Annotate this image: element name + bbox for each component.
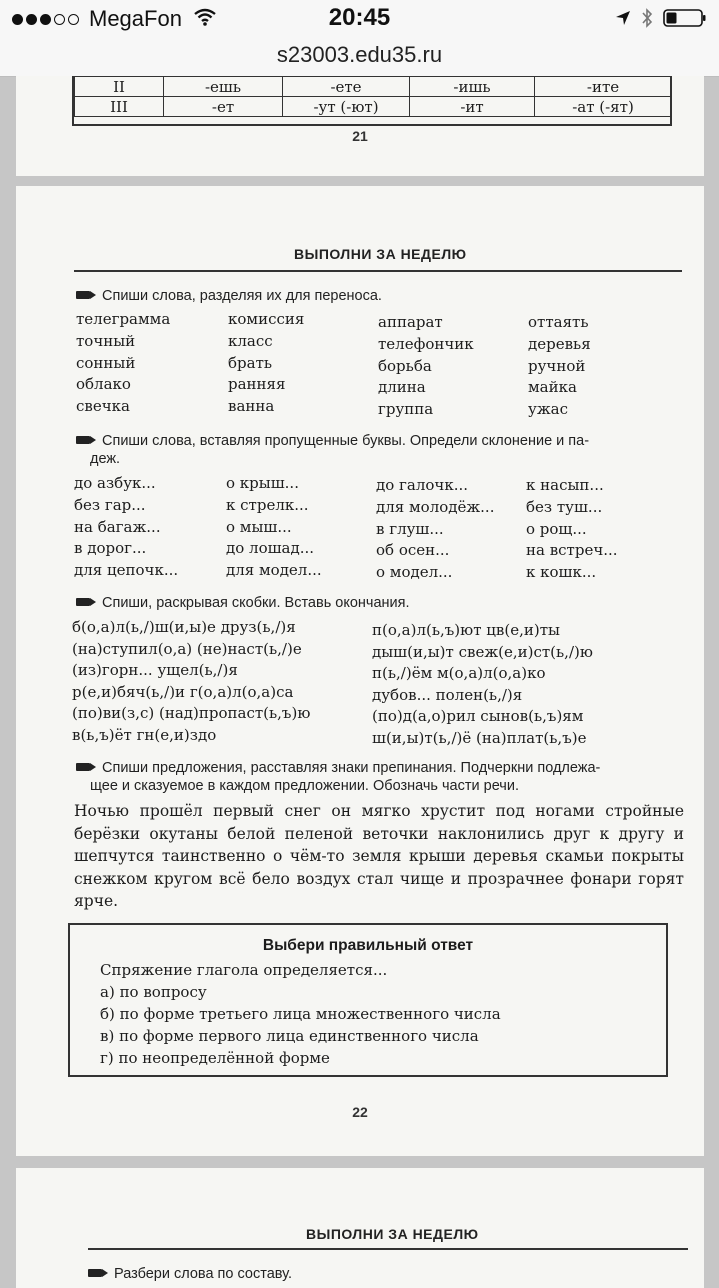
word-cell: телефончик [378, 334, 474, 353]
word-cell: ванна [228, 397, 275, 416]
word-cell: сонный [76, 353, 136, 372]
table-row [75, 97, 672, 117]
word-cell: о рощ... [526, 519, 587, 538]
word-cell: брать [228, 353, 273, 372]
page-number: 22 [352, 1104, 368, 1120]
word-cell: облако [76, 375, 131, 394]
table-cell: -ит [410, 97, 535, 117]
task-4-text-line1: Спиши предложения, расставляя знаки препинания. Подчеркни подлежа- [102, 760, 601, 776]
word-cell: на встреч... [526, 541, 618, 560]
table-cell: III [75, 97, 164, 117]
word-cell: к кошк... [526, 563, 597, 582]
heading-rule [88, 1248, 688, 1250]
word-cell: без туш... [526, 497, 603, 516]
word-cell: точный [76, 331, 136, 350]
quiz-question: Спряжение глагола определяется... [100, 961, 388, 979]
pencil-icon [76, 763, 96, 771]
address-bar[interactable]: s23003.edu35.ru [0, 40, 719, 77]
text-line: шепчутся таинственно о чём-то земля крыши деревья скамьи покрыты [74, 847, 684, 865]
text-line: берёзки окутаны белой пеленой веточки наклонились друг к другу и [74, 824, 684, 843]
table-cell: -ет [164, 97, 283, 117]
word-cell: для цепочк... [74, 561, 179, 580]
word-cell: оттаять [528, 313, 589, 331]
word-cell: о модел... [376, 563, 453, 582]
word-cell: для модел... [226, 561, 322, 580]
word-cell: телеграмма [76, 310, 171, 328]
task-4-instruction [76, 759, 676, 795]
word-cell: ранняя [228, 375, 286, 394]
task-4-text-line2: щее и сказуемое в каждом предложении. Обозначь части речи. [90, 778, 519, 794]
word-cell: на багаж... [74, 517, 161, 536]
phrase-cell: в(ь,ъ)ёт гн(е,и)здо [72, 725, 217, 744]
quiz-box [68, 923, 668, 1077]
word-cell: до лошад... [226, 539, 315, 558]
pencil-icon [76, 291, 96, 299]
pencil-icon [76, 598, 96, 606]
table-cell: II [75, 77, 164, 97]
task-2-text-line1: Спиши слова, вставляя пропущенные буквы. Определи склонение и па- [102, 433, 590, 449]
status-icons [615, 8, 707, 33]
table-cell: -ат (-ят) [535, 97, 672, 117]
bluetooth-icon [641, 8, 653, 33]
table-cell: -ут (-ют) [283, 97, 410, 117]
page-number: 21 [352, 128, 368, 144]
page-22 [16, 186, 704, 1156]
word-cell: майка [528, 378, 577, 397]
task-1-text: Разбери слова по составу. [114, 1266, 292, 1282]
table-cell: -ишь [410, 77, 535, 97]
word-cell: группа [378, 400, 434, 419]
quiz-title: Выбери правильный ответ [262, 937, 474, 954]
text-line: снежком кругом всё бело воздух стал чище и прозрачнее фонари горят [74, 869, 684, 888]
word-cell: для молодёж... [376, 497, 495, 516]
word-cell: к насып... [526, 476, 604, 494]
phrase-cell: дыш(и,ы)т свеж(е,и)ст(ь,/)ю [372, 642, 593, 661]
battery-icon [663, 8, 707, 33]
task-2-text-line2: деж. [90, 451, 121, 467]
task-1-text: Спиши слова, разделяя их для переноса. [102, 288, 382, 304]
phrase-cell: (на)ступил(о,а) (не)наст(ь,/)е [72, 639, 302, 658]
task-2-instruction [76, 432, 676, 468]
word-cell: длина [378, 378, 426, 397]
word-cell: ужас [528, 400, 568, 419]
word-cell: аппарат [378, 313, 443, 331]
table-cell: -ете [283, 77, 410, 97]
phrase-cell: б(о,а)л(ь,/)ш(и,ы)е друз(ь,/)я [72, 618, 296, 636]
conjugation-table [74, 76, 672, 117]
quiz-option: г) по неопределённой форме [100, 1049, 330, 1067]
word-cell: в глуш... [376, 519, 444, 538]
task-1-instruction [88, 1265, 688, 1283]
phrase-cell: п(о,а)л(ь,ъ)ют цв(е,и)ты [372, 621, 560, 639]
text-line: Ночью прошёл первый снег он мягко хрустит под ногами стройные [74, 802, 684, 820]
quiz-option: а) по вопросу [100, 983, 207, 1001]
word-cell: борьба [378, 356, 432, 375]
text-line: ярче. [74, 892, 119, 910]
phrase-cell: (по)ви(з,с) (над)пропаст(ь,ъ)ю [72, 704, 311, 722]
carrier-name: MegaFon [89, 6, 182, 31]
word-cell: без гар... [74, 495, 146, 514]
page-heading: ВЫПОЛНИ ЗА НЕДЕЛЮ [306, 1226, 479, 1242]
task-3-text: Спиши, раскрывая скобки. Вставь окончания. [102, 595, 410, 611]
pencil-icon [76, 436, 96, 444]
phrase-cell: (по)д(а,о)рил сынов(ь,ъ)ям [372, 707, 584, 725]
phrase-cell: (из)горн... ущел(ь,/)я [72, 661, 238, 679]
word-cell: комиссия [228, 310, 305, 328]
word-cell: класс [228, 331, 273, 350]
table-cell: -ешь [164, 77, 283, 97]
phrase-cell: п(ь,/)ём м(о,а)л(о,а)ко [372, 664, 546, 682]
location-arrow-icon [615, 10, 631, 31]
page-heading: ВЫПОЛНИ ЗА НЕДЕЛЮ [294, 246, 467, 262]
word-cell: в дорог... [74, 539, 147, 558]
pencil-icon [88, 1269, 108, 1277]
clock: 20:45 [328, 4, 391, 31]
heading-rule [74, 270, 682, 272]
page-21 [16, 76, 704, 176]
task-3-instruction [76, 594, 676, 612]
phrase-cell: ш(и,ы)т(ь,/)ё (на)плат(ь,ъ)е [372, 728, 587, 747]
task-1-instruction [76, 287, 676, 305]
word-cell: об осен... [376, 541, 450, 560]
phrase-cell: р(е,и)бяч(ь,/)и г(о,а)л(о,а)са [72, 682, 294, 701]
table-row [75, 77, 672, 97]
phrase-cell: дубов... полен(ь,/)я [372, 685, 523, 704]
status-bar [0, 0, 719, 40]
word-cell: к стрелк... [226, 495, 309, 514]
word-cell: о мыш... [226, 517, 292, 536]
word-cell: свечка [76, 397, 130, 416]
word-cell: деревья [528, 334, 591, 353]
quiz-option: в) по форме первого лица единственного числа [100, 1027, 479, 1045]
page-23 [16, 1168, 704, 1288]
table-cell: -ите [535, 77, 672, 97]
word-cell: до галочк... [376, 476, 468, 494]
word-cell: о крыш... [226, 474, 299, 492]
word-cell: до азбук... [74, 474, 156, 492]
word-cell: ручной [528, 356, 586, 375]
quiz-option: б) по форме третьего лица множественного числа [100, 1005, 501, 1023]
